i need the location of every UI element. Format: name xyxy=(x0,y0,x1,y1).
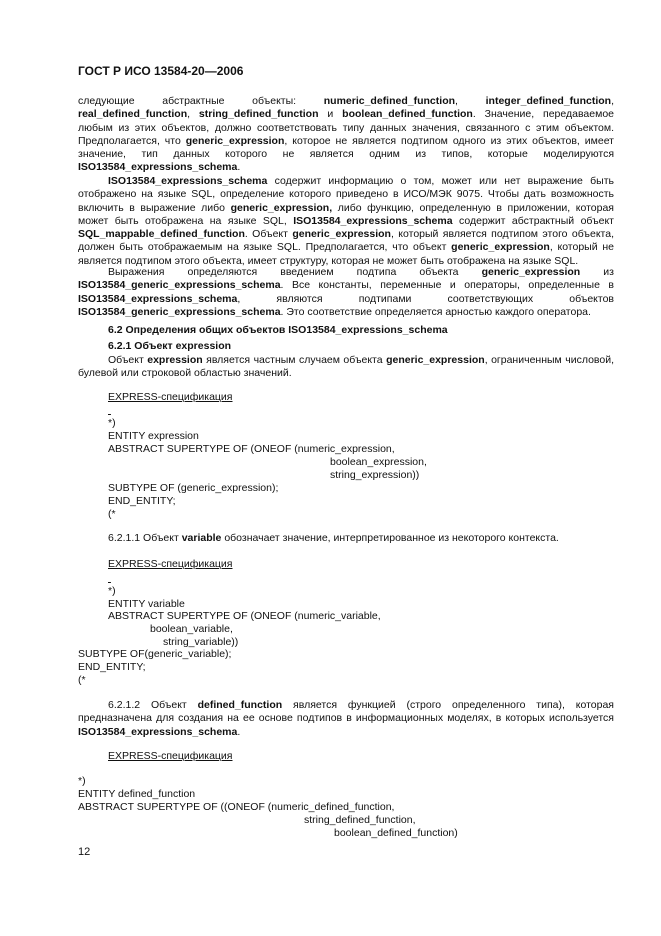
code-line: *) xyxy=(108,585,116,597)
code-line: boolean_variable, xyxy=(150,623,233,635)
page-number: 12 xyxy=(78,846,91,858)
code-line: ABSTRACT SUPERTYPE OF ((ONEOF (numeric_defined_function, xyxy=(78,801,395,813)
code-line: ABSTRACT SUPERTYPE OF (ONEOF (numeric_variable, xyxy=(108,610,381,622)
paragraph-expressions-defined: Выражения определяются введением подтипа объекта generic_expression из ISO13584_generic_expressions_schema. Все константы, переменные и операторы, определенные в ISO13584_expressions_schema, являются подтипами соответствующих объектов ISO13584_generic_expressions_schema. Это соответствие определяется арностью каждого оператора. xyxy=(78,266,614,318)
code-line: SUBTYPE OF (generic_expression); xyxy=(108,482,279,494)
paragraph-sql-mapping: ISO13584_expressions_schema содержит информацию о том, может или нет выражение быть отображено на языке SQL, определение которого приведено в ИСО/МЭК 9075. Чтобы дать возможность включить в выражение либо generic_expression, либо функцию, определенную в приложении, которая может быть отображена на языке SQL, ISO13584_expressions_schema содержит абстрактный объект SQL_mappable_defined_function. Объект generic_expression, который является подтипом этого объекта, должен быть отображаемым на языке SQL. Предполагается, что объект generic_expression, который не является подтипом этого объекта, имеет структуру, которая не может быть отображена на языке SQL. xyxy=(78,175,614,267)
section-heading-6-2: 6.2 Определения общих объектов ISO13584_expressions_schema xyxy=(108,324,448,336)
express-spec-label: EXPRESS-спецификация xyxy=(108,558,233,570)
paragraph-abstract-objects: следующие абстрактные объекты: numeric_defined_function, integer_defined_function, real_defined_function, string_defined_function и boolean_defined_function. Значение, передаваемое любым из этих объектов, должно соответствовать типу данных значения, связанного с этим объектом. Предполагается, что generic_expression, которое не является подтипом одного из этих объектов, имеет значение, тип данных которого не является одним из типов, которые моделируются ISO13584_expressions_schema. xyxy=(78,95,614,174)
code-line xyxy=(108,572,111,585)
paragraph-expression-object: Объект expression является частным случаем объекта generic_expression, ограниченным числовой, булевой или строковой областью значений. xyxy=(78,354,614,380)
code-line: boolean_defined_function) xyxy=(334,827,458,839)
express-spec-label: EXPRESS-спецификация xyxy=(108,391,233,403)
code-line: (* xyxy=(108,508,116,520)
code-line: string_defined_function, xyxy=(304,814,416,826)
code-line: ENTITY defined_function xyxy=(78,788,196,800)
code-line: SUBTYPE OF(generic_variable); xyxy=(78,648,232,660)
code-line: ENTITY expression xyxy=(108,430,199,442)
section-heading-6-2-1: 6.2.1 Объект expression xyxy=(108,340,232,352)
code-line: ABSTRACT SUPERTYPE OF (ONEOF (numeric_expression, xyxy=(108,443,395,455)
code-line: ENTITY variable xyxy=(108,598,185,610)
code-line: *) xyxy=(78,775,86,787)
code-line: END_ENTITY; xyxy=(108,495,176,507)
code-line: END_ENTITY; xyxy=(78,661,146,673)
code-line: *) xyxy=(108,417,116,429)
paragraph-defined-function: 6.2.1.2 Объект defined_function является функцией (строго определенного типа), которая предназначена для создания на ее основе подтипов в информационных моделях, в которых используется ISO13584_expressions_schema. xyxy=(78,699,614,738)
code-line: string_variable)) xyxy=(163,636,239,648)
express-spec-label: EXPRESS-спецификация xyxy=(108,750,233,762)
code-line: string_expression)) xyxy=(330,469,420,481)
code-line: (* xyxy=(78,674,86,686)
paragraph-variable-object: 6.2.1.1 Объект variable обозначает значение, интерпретированное из некоторого контекста. xyxy=(108,532,559,544)
code-line: boolean_expression, xyxy=(330,456,427,468)
document-header: ГОСТ Р ИСО 13584-20—2006 xyxy=(78,64,244,78)
code-line xyxy=(108,404,111,417)
